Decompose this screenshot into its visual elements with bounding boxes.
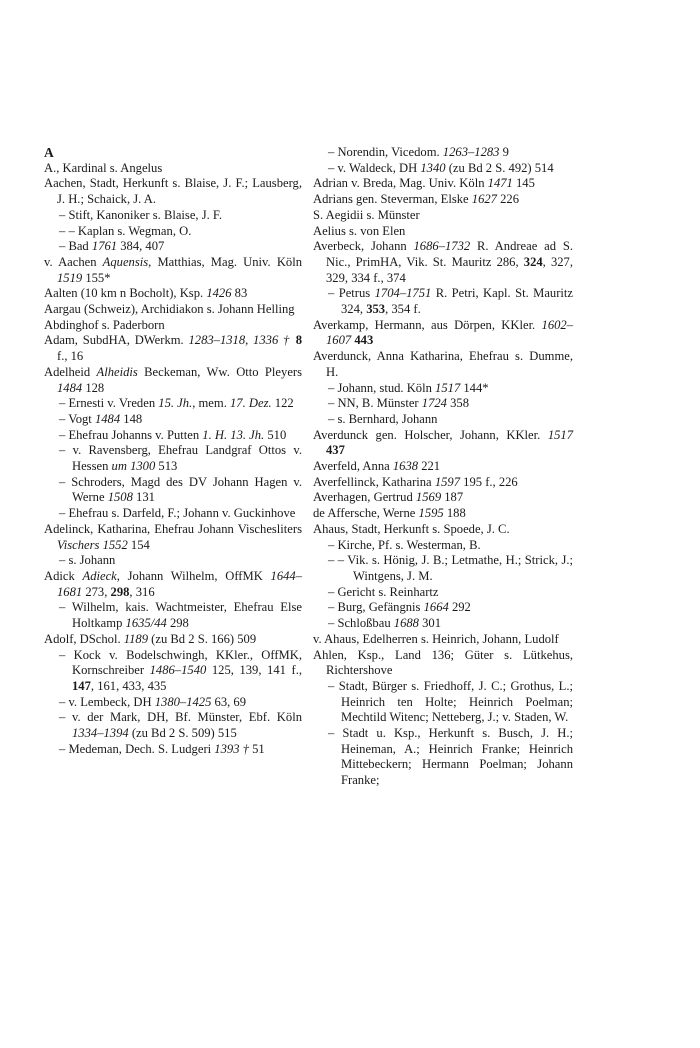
index-column-left (44, 145, 302, 757)
index-entry: – NN, B. Münster 1724 358 (328, 396, 469, 411)
index-entry: Adick Adieck, Johann Wilhelm, OffMK 1644–1681 273, 298, 316 (44, 568, 302, 599)
left-entries (44, 161, 302, 758)
index-entry: Adam, SubdHA, DWerkm. 1283–1318, 1336 † 8 f., 16 (44, 333, 303, 364)
index-entry: Averdunck, Anna Katharina, Ehefrau s. Dumme, H. (313, 349, 573, 379)
index-entry: v. Aachen Aquensis, Matthias, Mag. Univ. Köln 1519 155* (44, 254, 303, 285)
index-entry: Averdunck gen. Holscher, Johann, KKler. 1517 437 (313, 427, 573, 458)
index-entry: Aelius s. von Elen (313, 223, 406, 238)
index-entry: – s. Johann (59, 553, 116, 568)
index-entry: Averbeck, Johann 1686–1732 R. Andreae ad S. Nic., PrimHA, Vik. St. Mauritz 286, 324, 327, 329, 334 f., 374 (313, 239, 574, 285)
index-entry: – Vogt 1484 148 (59, 411, 143, 426)
index-entry: Aargau (Schweiz), Archidiakon s. Johann Helling (44, 302, 295, 317)
index-entry: – Wilhelm, kais. Wachtmeister, Ehefrau Else Holtkamp 1635/44 298 (59, 600, 302, 631)
index-entry: – Gericht s. Reinhartz (328, 584, 439, 599)
index-entry: Ahaus, Stadt, Herkunft s. Spoede, J. C. (313, 521, 510, 536)
index-entry: Aachen, Stadt, Herkunft s. Blaise, J. F.; Lausberg, J. H.; Schaick, J. A. (44, 176, 302, 207)
index-entry: – Schroders, Magd des DV Johann Hagen v. Werne 1508 131 (59, 474, 302, 505)
index-entry: – Bad 1761 384, 407 (59, 239, 165, 254)
index-entry: S. Aegidii s. Münster (313, 207, 420, 222)
index-column-right (313, 145, 573, 789)
index-entry: – v. Lembeck, DH 1380–1425 63, 69 (59, 694, 247, 709)
index-entry: – s. Bernhard, Johann (328, 411, 438, 426)
right-entries (313, 145, 573, 789)
index-entry: v. Ahaus, Edelherren s. Heinrich, Johann, Ludolf (313, 631, 559, 646)
index-entry: Adelheid Alheidis Beckeman, Ww. Otto Pleyers 1484 128 (44, 364, 302, 395)
index-entry: Adelinck, Katharina, Ehefrau Johann Vischesliters Vischers 1552 154 (44, 521, 302, 552)
index-entry: – – Vik. s. Hönig, J. B.; Letmathe, H.; Strick, J.; Wintgens, J. M. (328, 553, 573, 583)
index-entry: Adrians gen. Steverman, Elske 1627 226 (313, 192, 520, 207)
index-entry: – v. der Mark, DH, Bf. Münster, Ebf. Köln 1334–1394 (zu Bd 2 S. 509) 515 (59, 710, 302, 741)
section-letter: A (44, 145, 54, 160)
index-entry: Averhagen, Gertrud 1569 187 (313, 490, 464, 505)
index-entry: – Stift, Kanoniker s. Blaise, J. F. (59, 207, 223, 222)
index-entry: Averkamp, Hermann, aus Dörpen, KKler. 1602–1607 443 (313, 317, 573, 348)
index-entry: – v. Waldeck, DH 1340 (zu Bd 2 S. 492) 514 (328, 160, 554, 175)
index-entry: – – Kaplan s. Wegman, O. (59, 223, 192, 238)
index-entry: – Burg, Gefängnis 1664 292 (328, 600, 471, 615)
index-entry: Averfeld, Anna 1638 221 (313, 459, 441, 474)
index-entry: Aalten (10 km n Bocholt), Ksp. 1426 83 (44, 286, 248, 301)
index-entry: – Petrus 1704–1751 R. Petri, Kapl. St. Mauritz 324, 353, 354 f. (328, 286, 574, 317)
index-entry: – Stadt, Bürger s. Friedhoff, J. C.; Grothus, L.; Heinrich ten Holte; Heinrich Poelman; Mechtild Witenc; Netteberg, J.; v. Staden, W. (328, 678, 573, 725)
index-entry: – Stadt u. Ksp., Herkunft s. Busch, J. H.; Heineman, A.; Heinrich Franke; Heinrich Mittebeckern; Hermann Poelman; Johann Franke; (328, 726, 573, 788)
index-entry: – v. Ravensberg, Ehefrau Landgraf Ottos v. Hessen um 1300 513 (59, 443, 302, 474)
index-entry: A., Kardinal s. Angelus (44, 160, 163, 175)
index-entry: Adrian v. Breda, Mag. Univ. Köln 1471 145 (313, 176, 535, 191)
index-entry: Ahlen, Ksp., Land 136; Güter s. Lütkehus, Richtershove (313, 647, 573, 678)
index-entry: Abdinghof s. Paderborn (44, 317, 165, 332)
index-entry: – Johann, stud. Köln 1517 144* (328, 380, 489, 395)
index-entry: – Ernesti v. Vreden 15. Jh., mem. 17. Dez. 122 (59, 396, 294, 411)
index-entry: – Ehefrau s. Darfeld, F.; Johann v. Guckinhove (59, 506, 296, 521)
index-entry: – Ehefrau Johanns v. Putten 1. H. 13. Jh. 510 (59, 427, 287, 442)
index-entry: – Kirche, Pf. s. Westerman, B. (328, 537, 481, 552)
index-entry: – Kock v. Bodelschwingh, KKler., OffMK, Kornschreiber 1486–1540 125, 139, 141 f., 147, 161, 433, 435 (59, 647, 302, 693)
index-entry: de Affersche, Werne 1595 188 (313, 506, 466, 521)
index-entry: – Schloßbau 1688 301 (328, 616, 441, 631)
index-entry: Averfellinck, Katharina 1597 195 f., 226 (313, 474, 518, 489)
index-entry: Adolf, DSchol. 1189 (zu Bd 2 S. 166) 509 (44, 631, 257, 646)
index-entry: – Medeman, Dech. S. Ludgeri 1393 † 51 (59, 741, 265, 756)
index-entry: – Norendin, Vicedom. 1263–1283 9 (328, 145, 509, 159)
